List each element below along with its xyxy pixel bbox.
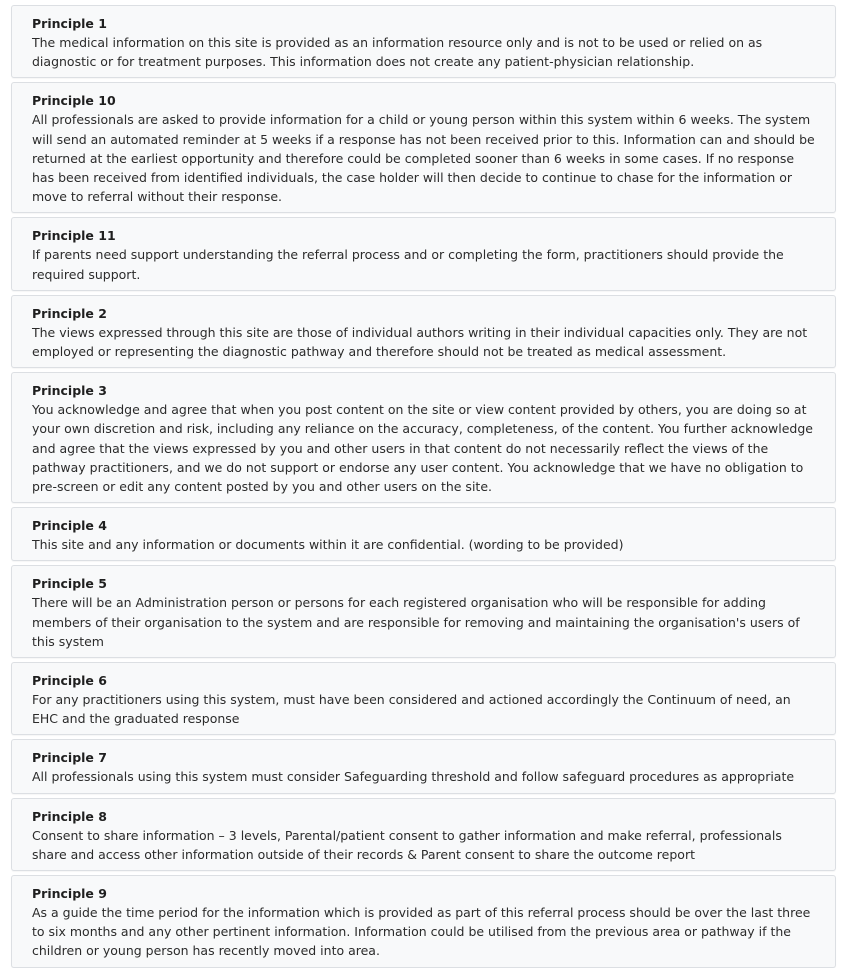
principle-card (11, 5, 836, 78)
principle-card (11, 662, 836, 735)
principle-title: Principle 5 (32, 576, 107, 592)
principle-title: Principle 4 (32, 518, 107, 534)
principle-text: As a guide the time period for the information which is provided as part of this referral process should be over the last three to six months and any other pertinent information. Information could be utilised from the previous area or pathway if the children or young person has recently moved into area. (32, 905, 811, 959)
principle-text: All professionals using this system must consider Safeguarding threshold and follow safeguard procedures as appropriate (32, 769, 795, 785)
principle-card (11, 82, 836, 213)
principle-text: The views expressed through this site are those of individual authors writing in their individual capacities only. They are not employed or representing the diagnostic pathway and therefore should not be treated as medical assessment. (32, 324, 808, 360)
principle-card (11, 295, 836, 368)
principle-text: This site and any information or documents within it are confidential. (wording to be provided) (32, 537, 624, 553)
principle-card (11, 372, 836, 503)
principle-text: If parents need support understanding the referral process and or completing the form, practitioners should provide the required support. (32, 247, 784, 282)
principle-title: Principle 8 (32, 808, 107, 824)
principle-title: Principle 6 (32, 673, 107, 689)
principle-title: Principle 10 (32, 93, 116, 109)
principle-card (11, 507, 836, 561)
principle-card (11, 217, 836, 290)
principle-title: Principle 7 (32, 750, 107, 766)
principle-title: Principle 11 (32, 228, 116, 244)
principle-card (11, 739, 836, 793)
principle-title: Principle 2 (32, 305, 107, 321)
principle-text: You acknowledge and agree that when you post content on the site or view content provided by others, you are doing so at your own discretion and risk, including any reliance on the accuracy, completeness, of the content. You further acknowledge and agree that the views expressed by you and other users in that content do not necessarily reflect the views of the pathway practitioners, and we do not support or endorse any user content. You acknowledge that we have no obligation to pre-screen or edit any content posted by you and other users on the site. (32, 402, 813, 495)
principle-title: Principle 3 (32, 383, 107, 399)
principle-text: All professionals are asked to provide information for a child or young person within this system within 6 weeks. The system will send an automated reminder at 5 weeks if a response has not been received prior to this. Information can and should be returned at the earliest opportunity and therefore could be completed sooner than 6 weeks in some cases. If no response has been received from identified individuals, the case holder will then decide to continue to chase for the information or move to referral without their response. (32, 112, 815, 205)
principle-text: The medical information on this site is provided as an information resource only and is not to be used or relied on as diagnostic or for treatment purposes. This information does not create any patient-physician relationship. (32, 35, 763, 70)
principle-title: Principle 9 (32, 886, 107, 902)
principle-text: For any practitioners using this system, must have been considered and actioned accordingly the Continuum of need, an EHC and the graduated response (32, 692, 791, 727)
principle-title: Principle 1 (32, 16, 107, 31)
principle-text: There will be an Administration person or persons for each registered organisation who will be responsible for adding members of their organisation to the system and are responsible for removing and maintaining the organisation's users of this system (32, 595, 800, 649)
principle-card (11, 875, 836, 968)
principle-card (11, 798, 836, 871)
principle-card (11, 565, 836, 658)
principle-text: Consent to share information – 3 levels, Parental/patient consent to gather information and make referral, professionals share and access other information outside of their records & Parent consent to share the outcome report (32, 827, 782, 862)
